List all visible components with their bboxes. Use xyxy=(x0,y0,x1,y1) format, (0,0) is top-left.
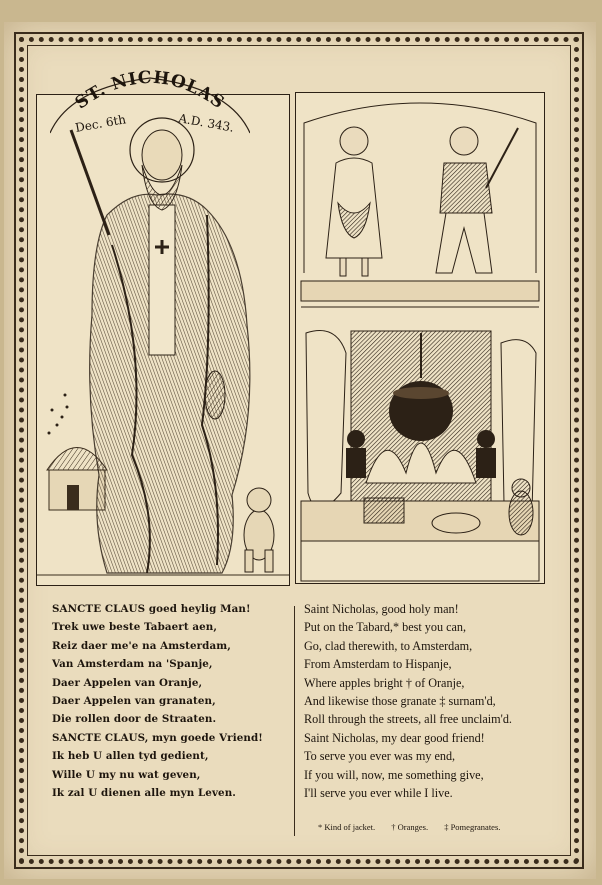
dutch-line: Reiz daer me'e na Amsterdam, xyxy=(52,639,231,652)
verse-divider xyxy=(294,606,295,836)
title-arch xyxy=(50,58,250,138)
title-year: A.D. 343. xyxy=(177,111,236,135)
english-line: Go, clad therewith, to Amsterdam, xyxy=(304,638,473,653)
dutch-line: SANCTE CLAUS goed heylig Man! xyxy=(52,603,251,615)
english-verse xyxy=(304,600,544,802)
english-line: Put on the Tabard,* best you can, xyxy=(304,620,467,635)
dutch-line: Wille U my nu wat geven, xyxy=(52,768,201,781)
english-line: Where apples bright † of Oranje, xyxy=(304,675,465,690)
dutch-line: Die rollen door de Straaten. xyxy=(52,713,217,726)
title-text: ST. NICHOLAS xyxy=(71,67,229,114)
english-line: I'll serve you ever while I live. xyxy=(304,786,453,801)
footnote-oranges: † Oranges. xyxy=(391,822,429,832)
dutch-line: Ik heb U allen tyd gedient, xyxy=(52,750,209,763)
dutch-line: SANCTE CLAUS, myn goede Vriend! xyxy=(52,731,263,744)
title-date: Dec. 6th xyxy=(74,112,128,135)
svg-text:ST. NICHOLAS xyxy=(72,68,229,114)
english-line: Saint Nicholas, good holy man! xyxy=(304,602,459,616)
fireplace-illustration xyxy=(295,92,545,584)
footnote-pomegranates: ‡ Pomegranates. xyxy=(444,822,501,832)
dutch-verse xyxy=(52,600,292,802)
footnote-jacket: * Kind of jacket. xyxy=(318,822,376,832)
english-line: To serve you ever was my end, xyxy=(304,749,456,764)
dutch-line: Trek uwe beste Tabaert aen, xyxy=(52,621,218,634)
dutch-line: Ik zal U dienen alle myn Leven. xyxy=(52,787,236,800)
fireplace-drawing xyxy=(296,93,544,583)
english-line: Saint Nicholas, my dear good friend! xyxy=(304,730,485,745)
english-line: Roll through the streets, all free unclaim'd. xyxy=(304,712,512,727)
english-line: If you will, now, me something give, xyxy=(304,767,484,782)
saint-nicholas-illustration xyxy=(36,94,290,586)
english-line: From Amsterdam to Hispanje, xyxy=(304,657,452,672)
dutch-line: Daer Appelen van Oranje, xyxy=(52,676,203,689)
dutch-line: Daer Appelen van granaten, xyxy=(52,695,216,708)
saint-figure-drawing xyxy=(37,95,289,585)
dutch-line: Van Amsterdam na 'Spanje, xyxy=(52,658,213,671)
footnotes xyxy=(318,822,514,832)
english-line: And likewise those granate ‡ surnam'd, xyxy=(304,694,496,709)
